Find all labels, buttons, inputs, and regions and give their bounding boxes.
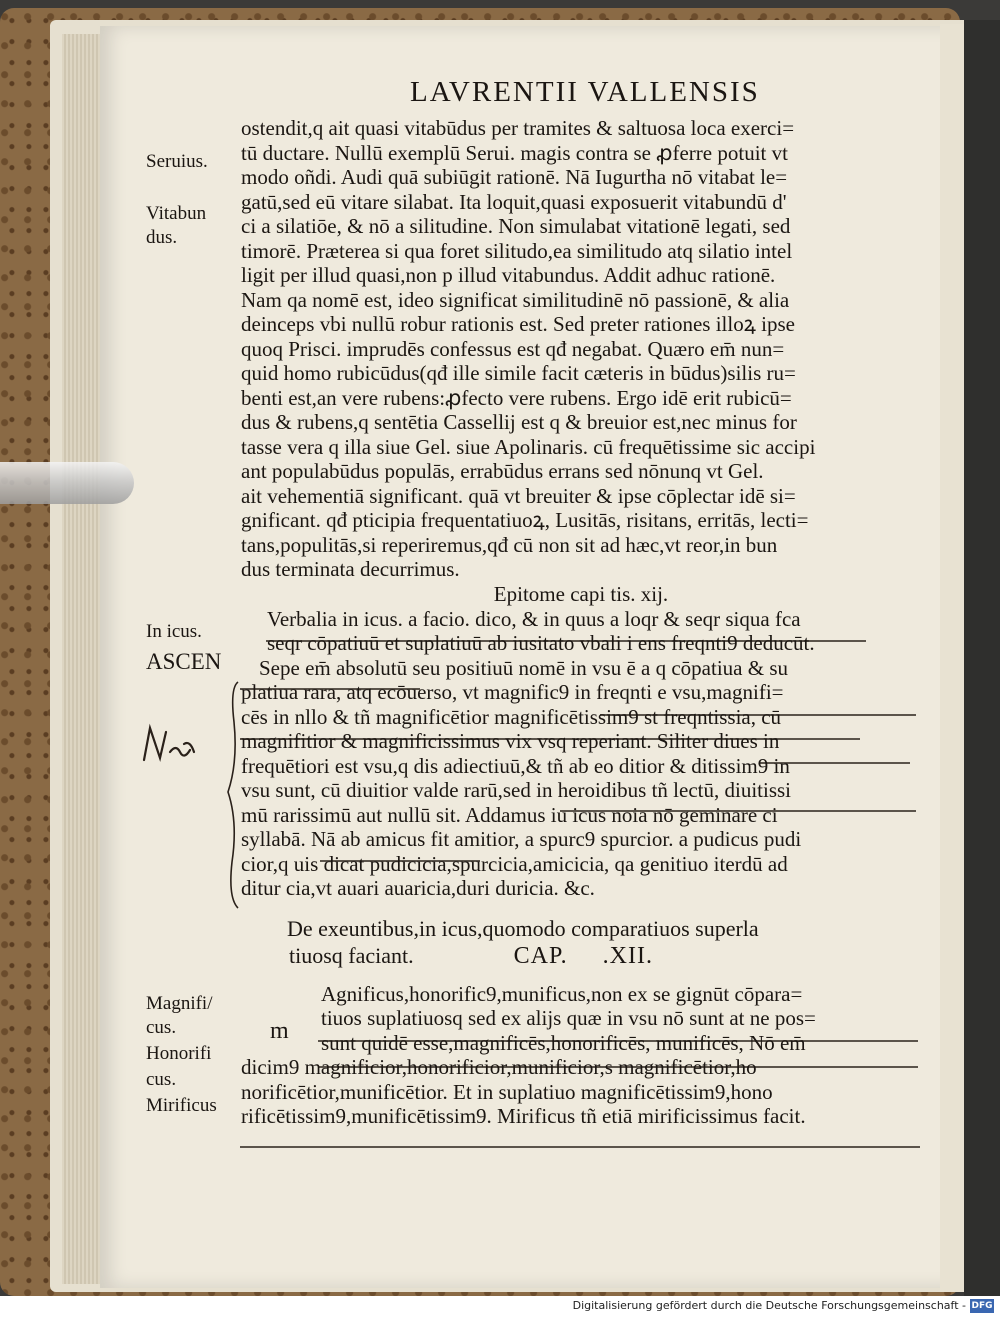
main-text <box>241 116 921 1129</box>
drop-cap: m <box>270 1018 289 1044</box>
running-head: LAVRENTII VALLENSIS <box>410 76 760 108</box>
epitome-heading: Epitome capi tis. xij. <box>493 581 669 606</box>
margin-note-mirificus: Mirificus <box>146 1095 217 1116</box>
underline-mark <box>240 1146 920 1148</box>
page-edges <box>62 34 100 1284</box>
chapter-heading <box>241 915 921 970</box>
text-line: tū ductare. Nullū exemplū Serui. magis contra se ꝓferre potuit vt <box>241 140 788 165</box>
margin-note-magnificus-cont: cus. <box>146 1017 177 1038</box>
text-line: gatū,sed eū vitare silabat. Ita loquit,quasi exposuerit vitabundū d' <box>241 189 787 214</box>
text-line: gnificant. qđ pticipia frequentatiuoꝝ, Lusitās, risitans, erritās, lecti= <box>241 508 809 532</box>
text-line: dicim9 magnificior,honorificior,munificior,s magnificētior,ho <box>241 1055 757 1079</box>
chapter-title-line-1: De exeuntibus,in icus,quomodo comparatiuos superla <box>287 915 759 941</box>
paragraph-2 <box>241 607 921 901</box>
text-line: rificētissim9,munificētissim9. Mirificus tñ etiā mirificissimus facit. <box>241 1104 806 1128</box>
text-line: ait vehementiā significant. quā vt breuiter & ipse cōplectar idē si= <box>241 483 796 508</box>
text-line: magnifitior & magnificissimus vix vsq reperiant. Siliter diues in <box>241 729 780 753</box>
chapter-title-line-2 <box>241 942 921 970</box>
digitization-footer <box>0 1296 1000 1317</box>
chapter-cap-label: CAP. <box>513 942 568 969</box>
text-line: dus terminata decurrimus. <box>241 557 460 581</box>
text-line: tans,populitās,si reperiremus,qđ cū non sit ad hæc,vt reor,in bun <box>241 532 778 557</box>
text-line: modo oñdi. Audi quā subiūgit rationē. Nā Iugurtha nō vitabat le= <box>241 165 788 189</box>
text-line: Nam qa nomē est, ideo significat similitudinē nō passionē, & alia <box>241 287 790 312</box>
text-line: ditur cia,vt auari auaricia,duri duricia. &c. <box>241 876 595 900</box>
chapter-label <box>514 943 653 970</box>
text-line: tiuos suplatiuosq sed ex alijs quæ in vsu nō sunt at ne pos= <box>321 1006 816 1030</box>
text-line: timorē. Præterea si qua foret silitudo,ea similitudo atq silatio intel <box>241 238 793 263</box>
margin-note-honorificus: Honorifi <box>146 1043 212 1064</box>
footer-credit: Digitalisierung gefördert durch die Deutsche Forschungsgemeinschaft - <box>572 1299 966 1312</box>
dfg-logo: DFG <box>971 1301 993 1311</box>
text-line: Sepe em̄ absolutū seu positiuū nomē in vsu ē a q cōpatiua & su <box>259 655 788 680</box>
text-line: frequētiori est vsu,q dis adiectiuū,& tñ ab eo ditior & ditissim9 in <box>241 753 790 778</box>
margin-note-servius: Seruius. <box>146 151 208 172</box>
text-line: platiua rara, atq ecōuerso, vt magnific9 in freqnti e vsu,magnifi= <box>241 680 784 704</box>
text-line: deinceps vbi nullū robur rationis est. Sed preter rationes illoꝝ ipse <box>241 312 795 336</box>
margin-note-vitabundus: Vitabun <box>146 203 207 224</box>
margin-note-honorificus-cont: cus. <box>146 1069 177 1090</box>
margin-note-magnificus: Magnifi/ <box>146 993 213 1014</box>
paragraph-3 <box>241 982 921 1129</box>
chapter-number: .XII. <box>602 942 653 969</box>
book-clip <box>0 462 134 504</box>
text-line: dus & rubens,q sentētia Cassellij est q & breuior est,nec minus for <box>241 410 797 434</box>
text-line: ant populabūdus populās, errabūdus errans sed nōnunq vt Gel. <box>241 459 764 483</box>
text-line: Verbalia in icus. a facio. dico, & in quus a loqr & seqr siqua fca <box>267 606 801 631</box>
text-line: quoq Prisci. imprudēs confessus est qđ negabat. Quæro em̄ nun= <box>241 336 785 361</box>
text-line: ligit per illud quasi,non p illud vitabundus. Addit adhuc rationē. <box>241 263 776 287</box>
text-line: tasse vera q illa siue Gel. siue Apolinaris. cū frequētissime sic accipi <box>241 434 816 459</box>
text-line: sunt quidē esse,magnificēs,honorificēs, munificēs, Nō em̄ <box>321 1030 806 1055</box>
text-line: vsu sunt, cū diuitior valde rarū,sed in heroidibus tñ lectū, diuitissi <box>241 778 792 802</box>
text-line: ci a silatiōe, & nō a silitudine. Non simulabat vitationē legati, sed <box>241 214 791 238</box>
handwritten-bracket <box>226 680 242 910</box>
text-line: ostendit,q ait quasi vitabūdus per tramites & saltuosa loca exerci= <box>241 116 795 140</box>
text-line: cior,q uis dicat pudicicia,spurcicia,amicicia, qa genitiuo iterdū ad <box>241 851 788 876</box>
paragraph-1 <box>241 116 921 582</box>
book-gutter <box>964 20 1000 1296</box>
facing-page-edge <box>940 24 964 1292</box>
chapter-title-line-2-text: tiuosq faciant. <box>289 942 414 968</box>
text-line: mū rarissimū aut nullū sit. Addamus iu icus noia nō geminare ci <box>241 802 778 827</box>
handwritten-nota-mark <box>140 722 198 766</box>
text-line: norificētior,munificētior. Et in suplatiuo magnificētissim9,hono <box>241 1079 773 1104</box>
text-line: seqr cōpatiuū et suplatiuū ab iusitato vbali i ens freqnti9 deducūt. <box>267 631 815 655</box>
margin-note-vitabundus-cont: dus. <box>146 227 178 248</box>
margin-note-ascen: ASCEN <box>146 649 222 674</box>
text-line: benti est,an vere rubens:ꝓfecto vere rubens. Ergo idē erit rubicū= <box>241 385 792 410</box>
margin-note-inicus: In icus. <box>146 621 202 642</box>
text-line: syllabā. Nā ab amicus fit amitior, a spurc9 spurcior. a pudicus pudi <box>241 827 802 851</box>
text-line: Agnificus,honorific9,munificus,non ex se gignūt cōpara= <box>321 981 803 1006</box>
text-line: quid homo rubicūdus(qđ ille simile facit cæteris in būdus)silis ru= <box>241 361 796 385</box>
text-line: cēs in nllo & tñ magnificētior magnificētissim9 st freqntissia, cū <box>241 704 782 729</box>
